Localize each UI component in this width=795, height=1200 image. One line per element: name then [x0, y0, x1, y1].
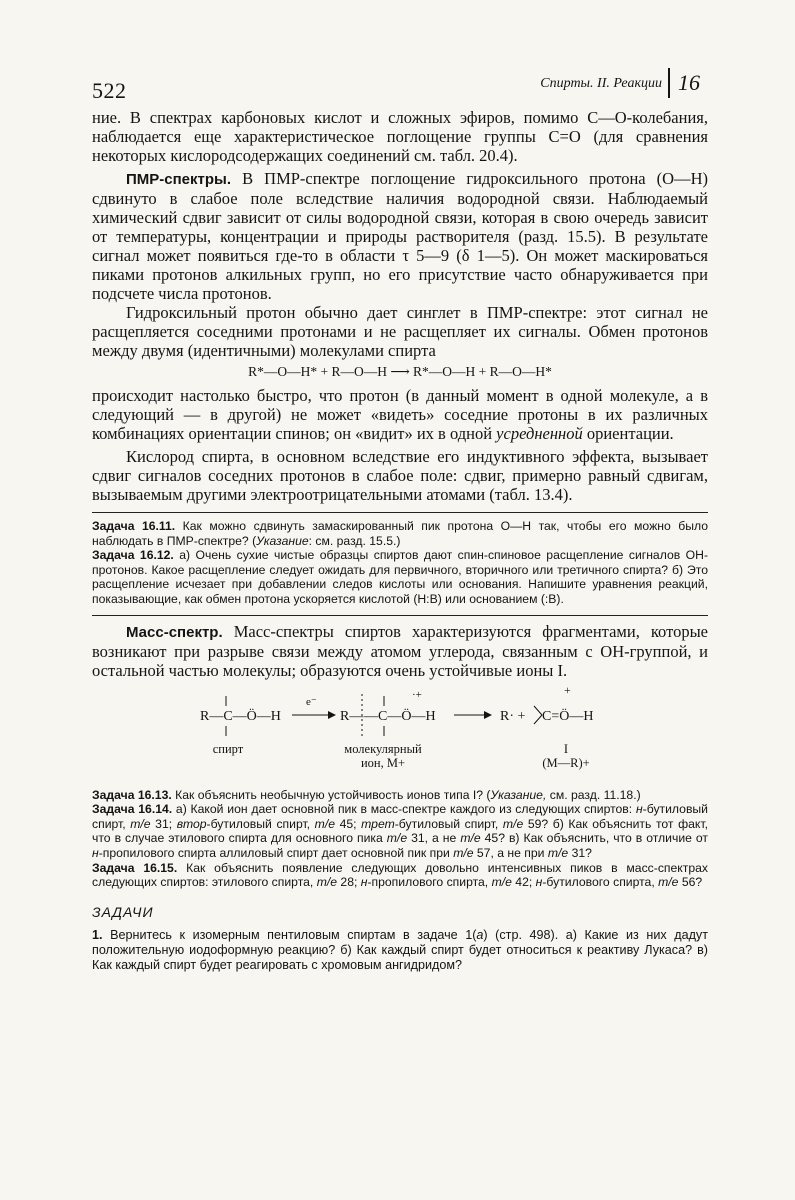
pmr-text: В ПМР-спектре поглощение гидроксильного протона (О—Н) сдвинуто в слабое поле вследствие наличия водородной связи. Наблюдаемый химический сдвиг зависит от силы водородной связи, которая в свою очередь зависит от температуры, концентрации и природы растворителя (разд. 15.5). В результате сигнал может появиться где-то в области τ 5—9 (δ 1—5). Он может маскироваться пиками протонов алкильных групп, но его присутствие часто обнаруживается при подсчете числа протонов.: [92, 169, 708, 303]
text-run: -бутиловый спирт,: [394, 816, 503, 831]
paragraph-hydroxyl-singlet: Гидроксильный протон обычно дает синглет в ПМР-спектре: этот сигнал не расщепляется соседними протонами и не расщепляет их сигналы. Обмен протонов между двумя (идентичными) молекулами спирта: [92, 303, 708, 360]
text-run: Как объяснить необычную устойчивость ионов типа I? (: [171, 787, 491, 802]
problems-block-1: [92, 519, 708, 607]
reactant-formula: R—C—Ö—H: [200, 708, 281, 724]
fragmentation-scheme: [92, 682, 708, 778]
text-run: ) (стр. 498). а) Какие из них дадут положительную иодоформную реакцию? б) Как каждый спирт будет относиться к реактиву Лукаса? в) Как каждый спирт будет реагировать с хромовым ангидридом?: [92, 927, 708, 972]
text-run: -пропилового спирта аллиловый спирт дает основной пик при: [98, 845, 454, 860]
italic-run: а: [476, 927, 484, 942]
italic-run: Указание,: [490, 787, 547, 802]
exchange-text-b: ориентации.: [582, 424, 674, 443]
label-product-ion: [526, 742, 606, 770]
arrow-head: [328, 711, 336, 719]
problem-16-15: [92, 861, 708, 890]
problem-label: Задача 16.13.: [92, 787, 172, 802]
page: [92, 66, 708, 973]
problems-block-2: [92, 788, 708, 890]
chapter-number: 16: [678, 70, 700, 95]
text-run: 57, а не при: [473, 845, 548, 860]
italic-run: н: [92, 845, 99, 860]
text-run: 56?: [678, 875, 703, 890]
label-alcohol: спирт: [212, 741, 244, 756]
exchange-text-em: усредненной: [496, 424, 583, 443]
italic-run: m/e: [547, 845, 569, 860]
text-run: 45? в) Как объяснить, что в отличие от: [480, 831, 708, 846]
exchange-text-a: происходит настолько быстро, что протон (в данный момент в одной молекуле, а в следующий — в другой) не может «видеть» соседние протоны в их различных комбинациях ориентации спинов; он «видит» их в одной: [92, 386, 708, 443]
label-molecular-ion-line2: ион, M+: [360, 755, 406, 770]
italic-run: m/e: [453, 845, 474, 860]
text-run: Как объяснить появление следующих довольно интенсивных пиков в масс-спектрах следующих спиртов: этилового спирта,: [92, 860, 709, 890]
label-product-formula: (M—R)+: [542, 755, 590, 770]
bond-up-left: [534, 706, 542, 715]
proton-exchange-equation: R*—O—H* + R—O—H ⟶ R*—O—H + R—O—H*: [248, 364, 552, 379]
electron-label: e⁻: [306, 695, 317, 708]
text-run: а) Какой ион дает основной пик в масс-спектре каждого из следующих спиртов:: [172, 802, 636, 817]
text-run: -бутилового спирта,: [542, 875, 659, 890]
page-number: 522: [92, 78, 127, 103]
running-title: Спирты. II. Реакции: [540, 76, 662, 91]
paragraph-pmr: [92, 169, 708, 303]
product-radical: R· +: [500, 708, 526, 724]
problem-text: Как можно сдвинуть замаскированный пик протона О—Н так, чтобы его можно было наблюдать в ПМР-спектре? (: [92, 519, 708, 548]
problem-label: Задача 16.15.: [92, 860, 178, 875]
text-run: 59? б) Как объяснить тот факт, что в случае этилового спирта для основного пика: [92, 816, 708, 846]
italic-run: m/e: [658, 875, 679, 890]
text-run: 31?: [568, 845, 592, 860]
divider-bottom: [92, 615, 708, 616]
text-run: -бутиловый спирт,: [92, 802, 708, 831]
italic-run: m/e: [314, 816, 335, 831]
problem-16-11: [92, 519, 708, 548]
arrow-head: [484, 711, 492, 719]
label-molecular-ion-line1: молекулярный: [344, 741, 422, 756]
section-title: ЗАДАЧИ: [92, 903, 154, 920]
radical-cation-sign: ·+: [412, 688, 422, 701]
page-header: [92, 66, 708, 108]
bond-down-left: [534, 715, 542, 724]
problem-hint: Указание: [256, 533, 309, 548]
italic-run: m/e: [386, 831, 408, 846]
text-run: 45;: [335, 816, 362, 831]
problem-label: Задача 16.12.: [92, 548, 174, 563]
mass-spectrum-text: Масс-спектры спиртов характеризуются фрагментами, которые возникают при разрыве связи между атомом углерода, связанным с ОН-группой, и остальной частью молекулы; образуются очень устойчивые ионы I.: [92, 621, 708, 680]
italic-run: н: [360, 875, 368, 890]
text-run: -бутиловый спирт,: [206, 816, 315, 831]
divider-top: [92, 512, 708, 513]
italic-run: m/e: [130, 816, 151, 831]
problem-text: а) Очень сухие чистые образцы спиртов дают спин-спиновое расщепление сигналов ОН-протонов. Какое расщепление следует ожидать для первичного, вторичного или третичного спирта? б) Это расщепление исчезает при добавлении следов кислоты или основания. Напишите уравнения реакций, показывающие, как обмен протона ускоряется кислотой (Н:В) или основанием (:В).: [92, 548, 708, 606]
paragraph-mass-spectrum: [92, 622, 708, 680]
italic-run: m/e: [460, 831, 481, 846]
text-run: 28;: [337, 875, 361, 890]
problem-label: Задача 16.14.: [92, 802, 173, 817]
text-run: Вернитесь к изомерным пентиловым спиртам в задаче 1(: [102, 927, 477, 942]
text-run: 31;: [150, 816, 177, 831]
italic-run: н: [635, 802, 643, 817]
text-run: 42;: [511, 875, 536, 890]
label-molecular-ion: [328, 742, 438, 770]
italic-run: трет: [361, 816, 395, 831]
ion-r: R—: [340, 708, 364, 724]
italic-run: втор: [176, 816, 207, 831]
oxonium-charge: +: [564, 682, 571, 697]
oxonium-formula: C=Ö—H: [542, 708, 594, 724]
mass-spectrum-heading: Масс-спектр.: [126, 623, 223, 641]
italic-run: m/e: [316, 875, 338, 890]
text-run: см. разд. 11.18.): [546, 787, 641, 802]
italic-run: m/e: [491, 875, 512, 890]
problem-16-13: [92, 788, 708, 803]
pmr-heading: ПМР-спектры.: [126, 171, 232, 188]
text-run: 31, а не: [407, 831, 461, 846]
italic-run: m/e: [502, 816, 524, 831]
problem-16-12: [92, 548, 708, 606]
problem-label: Задача 16.11.: [92, 519, 176, 533]
problem-text-tail: : см. разд. 15.5.): [308, 533, 401, 548]
italic-run: н: [535, 875, 543, 890]
paragraph-exchange-fast: [92, 386, 708, 443]
paragraph-oxygen-shift: Кислород спирта, в основном вследствие его индуктивного эффекта, вызывает сдвиг сигналов соседних протонов в слабое поле: сдвиг, примерно равный сдвигам, вызываемым другими электроотрицательными атомами (табл. 13.4).: [92, 447, 708, 504]
text-run: -пропилового спирта,: [367, 875, 492, 890]
paragraph-ir-continuation: ние. В спектрах карбоновых кислот и сложных эфиров, помимо С—О-колебания, наблюдается еще характеристическое поглощение группы С=О (для сравнения некоторых кислородсодержащих соединений см. табл. 20.4).: [92, 108, 708, 165]
header-divider: [668, 68, 670, 98]
ion-formula: —C—Ö—H: [364, 708, 436, 724]
problem-16-14: [92, 802, 708, 860]
label-product-roman: I: [563, 741, 569, 756]
exercise-1: [92, 928, 708, 973]
problem-label: 1.: [92, 927, 103, 942]
